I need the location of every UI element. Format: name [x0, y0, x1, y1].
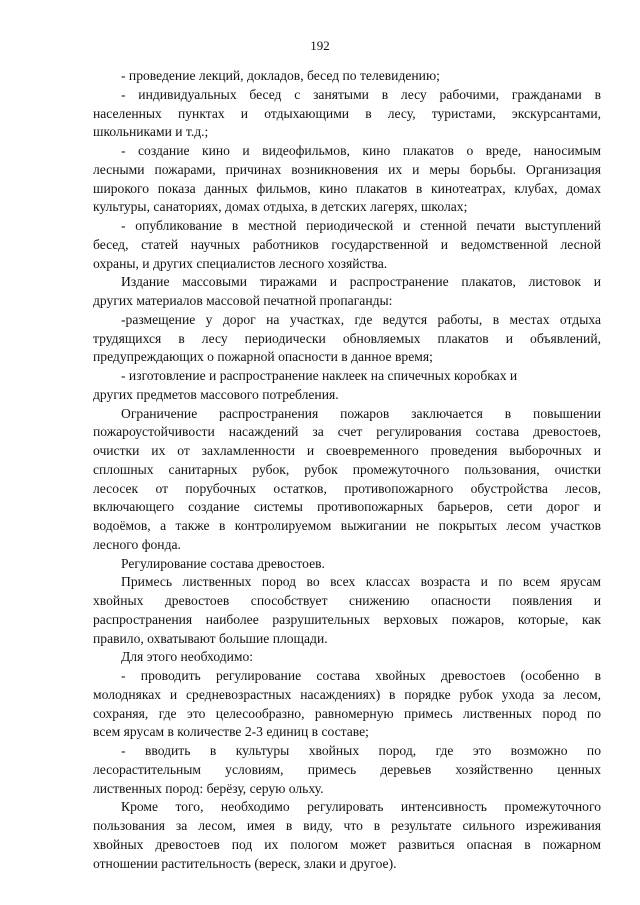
text-line: сохраняя, где это целесообразно, равномерную примесь лиственных пород по	[93, 705, 601, 721]
text-line: трудящихся в лесу периодически обновляемых плакатов и объявлений,	[93, 330, 601, 346]
text-line: - проводить регулирование состава хвойных древостоев (особенно в	[121, 668, 601, 683]
text-line: очистки их от захламленности и своевременного проведения выборочных и	[93, 443, 601, 458]
text-line: Ограничение распространения пожаров заключается в повышении	[121, 405, 601, 421]
text-line: бесед, статей научных работников государственной и ведомственной лесной	[93, 236, 601, 252]
page-number: 192	[310, 38, 330, 53]
text-line: - изготовление и распространение наклеек на спичечных коробках и	[121, 368, 518, 383]
text-line: широкого показа данных фильмов, кино плакатов в кинотеатрах, клубах, домах	[93, 180, 601, 196]
text-line: лесорастительным условиям, примесь деревьев хозяйственно ценных	[93, 761, 601, 777]
text-line: - опубликование в местной периодической и стенной печати выступлений	[121, 218, 601, 233]
text-line: включающего создание системы противопожарных барьеров, сети дорог и	[93, 499, 601, 515]
text-line: пользования за лесом, имея в виду, что в результате сильного изреживания	[93, 818, 601, 833]
text-line: хвойных древостоев под их пологом может развиться опасная в пожарном	[93, 836, 601, 852]
text-line: школьниками и т.д.;	[93, 124, 209, 140]
text-line: Регулирование состава древостоев.	[121, 555, 325, 571]
text-line: охраны, и других специалистов лесного хозяйства.	[93, 255, 388, 271]
text-line: лесными пожарами, причинах возникновения их и меры борьбы. Организация	[93, 161, 601, 177]
text-line: пожароустойчивости насаждений за счет регулирования состава древостоев,	[93, 424, 601, 440]
text-line: Для этого необходимо:	[121, 649, 254, 665]
text-line: - индивидуальных бесед с занятыми в лесу рабочими, гражданами в	[121, 86, 601, 102]
text-line: других предметов массового потребления.	[93, 386, 339, 402]
text-line: - вводить в культуры хвойных пород, где это возможно по	[121, 743, 601, 758]
text-line: водоёмов, а также в контролируемом выжигании не покрытых лесом участков	[93, 518, 601, 533]
text-line: Примесь лиственных пород во всех классах возраста и по всем ярусам	[121, 574, 601, 590]
text-line: Издание массовыми тиражами и распространение плакатов, листовок и	[121, 274, 601, 290]
text-line: населенных пунктах и отдыхающими в лесу, туристами, экскурсантами,	[93, 105, 601, 121]
text-line: Кроме того, необходимо регулировать интенсивность промежуточного	[121, 799, 601, 815]
text-line: других материалов массовой печатной пропаганды:	[93, 293, 393, 308]
text-line: - создание кино и видеофильмов, кино плакатов о вреде, наносимым	[121, 143, 601, 158]
document-body	[93, 67, 601, 873]
text-line: - проведение лекций, докладов, бесед по телевидению;	[121, 68, 440, 83]
text-line: лиственных пород: берёзу, серую ольху.	[93, 780, 324, 796]
text-line: молодняках и средневозрастных насаждениях) в порядке рубок ухода за лесом,	[93, 686, 601, 702]
text-line: лесосек от порубочных остатков, противопожарного обустройства лесов,	[93, 480, 601, 496]
text-line: отношении растительность (вереск, злаки и другое).	[93, 855, 397, 871]
text-line: всем ярусам в количестве 2-3 единиц в составе;	[93, 724, 369, 740]
text-line: сплошных санитарных рубок, рубок промежуточного пользования, очистки	[93, 461, 601, 477]
text-line: предупреждающих о пожарной опасности в данное время;	[93, 349, 433, 365]
text-line: -размещение у дорог на участках, где ведутся работы, в местах отдыха	[121, 311, 601, 327]
text-line: распространения наиболее разрушительных верховых пожаров, которые, как	[93, 611, 601, 627]
text-line: лесного фонда.	[93, 536, 181, 552]
text-line: культуры, санаториях, домах отдыха, в детских лагерях, школах;	[93, 199, 468, 215]
text-line: хвойных древостоев способствует снижению опасности появления и	[93, 593, 601, 608]
text-line: правило, охватывают большие площади.	[93, 630, 328, 646]
